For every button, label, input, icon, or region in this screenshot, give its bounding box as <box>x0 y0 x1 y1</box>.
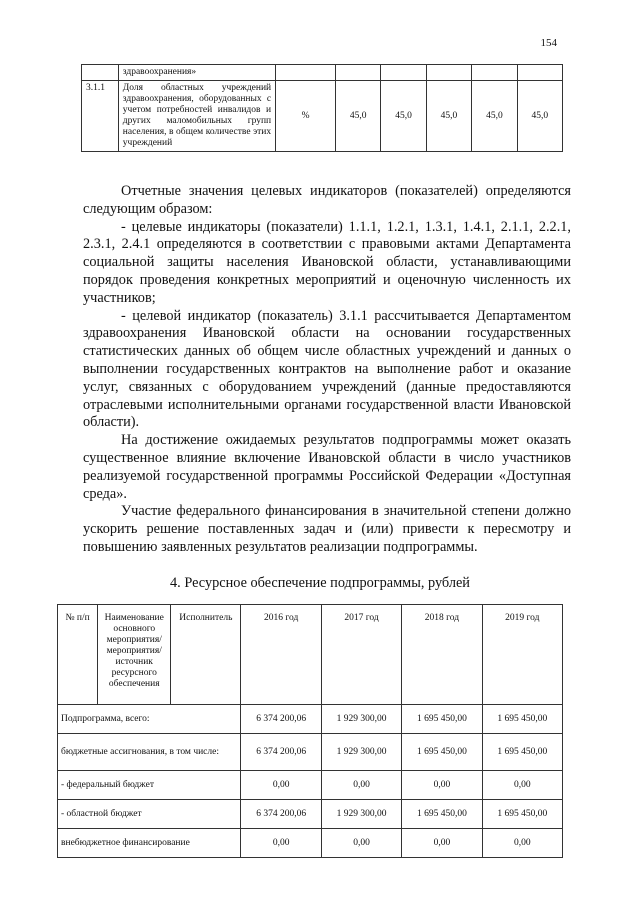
header-year-2017: 2017 год <box>321 605 401 705</box>
value-cell: 45,0 <box>426 81 471 152</box>
paragraph: На достижение ожидаемых результатов подпрограммы может оказать существенное влияние включение Ивановской области в число участников реализуемой государственной программы Российской Федерации «Доступная среда». <box>83 432 571 502</box>
table-cell <box>381 65 426 81</box>
value-cell: 1 929 300,00 <box>321 705 401 734</box>
indicator-name-cell: здравоохранения» <box>118 65 275 81</box>
paragraph: - целевой индикатор (показатель) 3.1.1 рассчитывается Департаментом здравоохранения Ивановской области на основании государственных статистических данных об общем числе областных учреждений и данных о выполнении государственных контрактов на выполнение работ и оказание услуг, связанных с оборудованием учреждений (данные предоставляются отраслевыми исполнительными органами государственной власти Ивановской области). <box>83 307 571 431</box>
value-cell: 45,0 <box>381 81 426 152</box>
resource-table <box>57 604 563 858</box>
table-row <box>58 800 563 829</box>
table-cell <box>276 65 336 81</box>
table-header-row <box>58 605 563 705</box>
indicators-table <box>81 64 563 152</box>
row-label: бюджетные ассигнования, в том числе: <box>58 734 241 771</box>
header-num: № п/п <box>58 605 98 705</box>
table-row <box>58 734 563 771</box>
row-label: - федеральный бюджет <box>58 771 241 800</box>
indicator-number: 3.1.1 <box>82 81 119 152</box>
row-label: Подпрограмма, всего: <box>58 705 241 734</box>
value-cell: 45,0 <box>472 81 517 152</box>
value-cell: 1 695 450,00 <box>482 800 562 829</box>
table-row <box>58 771 563 800</box>
value-cell: 0,00 <box>402 771 482 800</box>
page-number: 154 <box>540 37 557 49</box>
header-year-2019: 2019 год <box>482 605 562 705</box>
value-cell: 6 374 200,06 <box>241 705 321 734</box>
value-cell: 0,00 <box>241 771 321 800</box>
value-cell: 45,0 <box>336 81 381 152</box>
value-cell: 0,00 <box>321 829 401 858</box>
paragraph: Участие федерального финансирования в значительной степени должно ускорить решение поставленных задач и (или) привести к пересмотру и повышению заявленных результатов реализации подпрограммы. <box>83 503 571 555</box>
table-row <box>82 81 563 152</box>
value-cell: 1 695 450,00 <box>482 705 562 734</box>
header-name: Наименование основного мероприятия/ мероприятия/ источник ресурсного обеспечения <box>98 605 171 705</box>
row-label: - областной бюджет <box>58 800 241 829</box>
value-cell: 1 695 450,00 <box>402 705 482 734</box>
value-cell: 6 374 200,06 <box>241 734 321 771</box>
table-cell <box>426 65 471 81</box>
paragraph: - целевые индикаторы (показатели) 1.1.1, 1.2.1, 1.3.1, 1.4.1, 2.1.1, 2.2.1, 2.3.1, 2.4.1 определяются в соответствии с правовыми актами Департамента социальной защиты населения Ивановской области, устанавливающими порядок проведения конкретных мероприятий и оценочную численность их участников; <box>83 218 571 306</box>
value-cell: 1 929 300,00 <box>321 800 401 829</box>
table-cell <box>517 65 562 81</box>
paragraph: Отчетные значения целевых индикаторов (показателей) определяются следующим образом: <box>83 183 571 217</box>
header-executor: Исполнитель <box>171 605 241 705</box>
value-cell: 1 695 450,00 <box>482 734 562 771</box>
row-label: внебюджетное финансирование <box>58 829 241 858</box>
value-cell: 45,0 <box>517 81 562 152</box>
body-text <box>83 183 571 557</box>
value-cell: 0,00 <box>241 829 321 858</box>
table-cell <box>472 65 517 81</box>
header-year-2018: 2018 год <box>402 605 482 705</box>
value-cell: 0,00 <box>321 771 401 800</box>
unit-cell: % <box>276 81 336 152</box>
indicator-name-cell: Доля областных учреждений здравоохранения, оборудованных с учетом потребностей инвалидов и других маломобильных групп населения, в общем количестве этих учреждений <box>118 81 275 152</box>
value-cell: 0,00 <box>402 829 482 858</box>
value-cell: 1 695 450,00 <box>402 734 482 771</box>
table-cell <box>336 65 381 81</box>
header-year-2016: 2016 год <box>241 605 321 705</box>
table-cell <box>82 65 119 81</box>
value-cell: 1 695 450,00 <box>402 800 482 829</box>
value-cell: 6 374 200,06 <box>241 800 321 829</box>
value-cell: 1 929 300,00 <box>321 734 401 771</box>
table-row <box>58 829 563 858</box>
value-cell: 0,00 <box>482 771 562 800</box>
table-row <box>58 705 563 734</box>
section-title: 4. Ресурсное обеспечение подпрограммы, рублей <box>170 575 470 591</box>
value-cell: 0,00 <box>482 829 562 858</box>
table-row <box>82 65 563 81</box>
